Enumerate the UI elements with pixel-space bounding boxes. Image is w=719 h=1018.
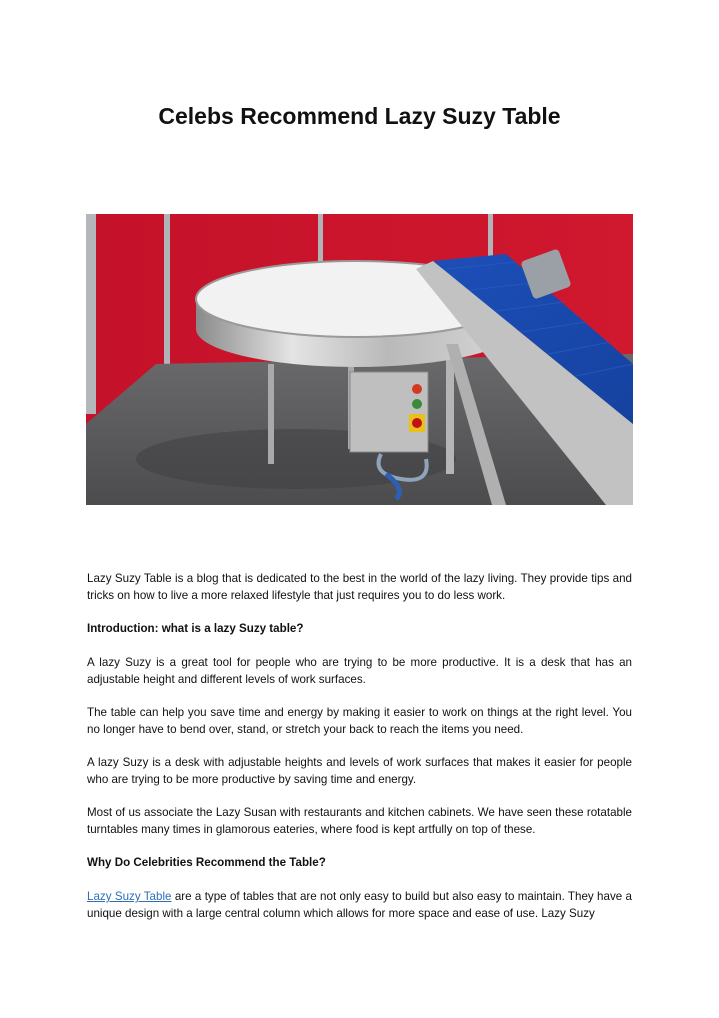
paragraph-association: Most of us associate the Lazy Susan with restaurants and kitchen cabinets. We have seen these rotatable turntables many times in glamorous eateries, where food is kept artfully on top of these. <box>87 806 632 836</box>
paragraph-benefits: The table can help you save time and energy by making it easier to work on things at the right level. You no longer have to bend over, stand, or stretch your back to reach the items you need. <box>87 706 632 736</box>
section-heading-celebrities: Why Do Celebrities Recommend the Table? <box>87 856 326 869</box>
paragraph-link <box>87 888 632 922</box>
paragraph-intro: Lazy Suzy Table is a blog that is dedicated to the best in the world of the lazy living. They provide tips and tricks on how to live a more relaxed lifestyle that just requires you to do less work. <box>87 572 632 602</box>
article-body <box>87 570 632 938</box>
paragraph-desk: A lazy Suzy is a desk with adjustable heights and levels of work surfaces that makes it easier for people who are trying to be more productive by saving time and energy. <box>87 756 632 786</box>
conveyor-turntable-photo <box>86 214 633 505</box>
lazy-suzy-table-link[interactable]: Lazy Suzy Table <box>87 890 172 903</box>
page-title: Celebs Recommend Lazy Suzy Table <box>158 103 561 130</box>
paragraph-link-rest: are a type of tables that are not only easy to build but also easy to maintain. They have a unique design with a large central column which allows for more space and ease of use. Lazy Suzy <box>87 890 632 920</box>
paragraph-definition: A lazy Suzy is a great tool for people who are trying to be more productive. It is a desk that has an adjustable height and different levels of work surfaces. <box>87 656 632 686</box>
section-heading-introduction: Introduction: what is a lazy Suzy table? <box>87 622 304 635</box>
